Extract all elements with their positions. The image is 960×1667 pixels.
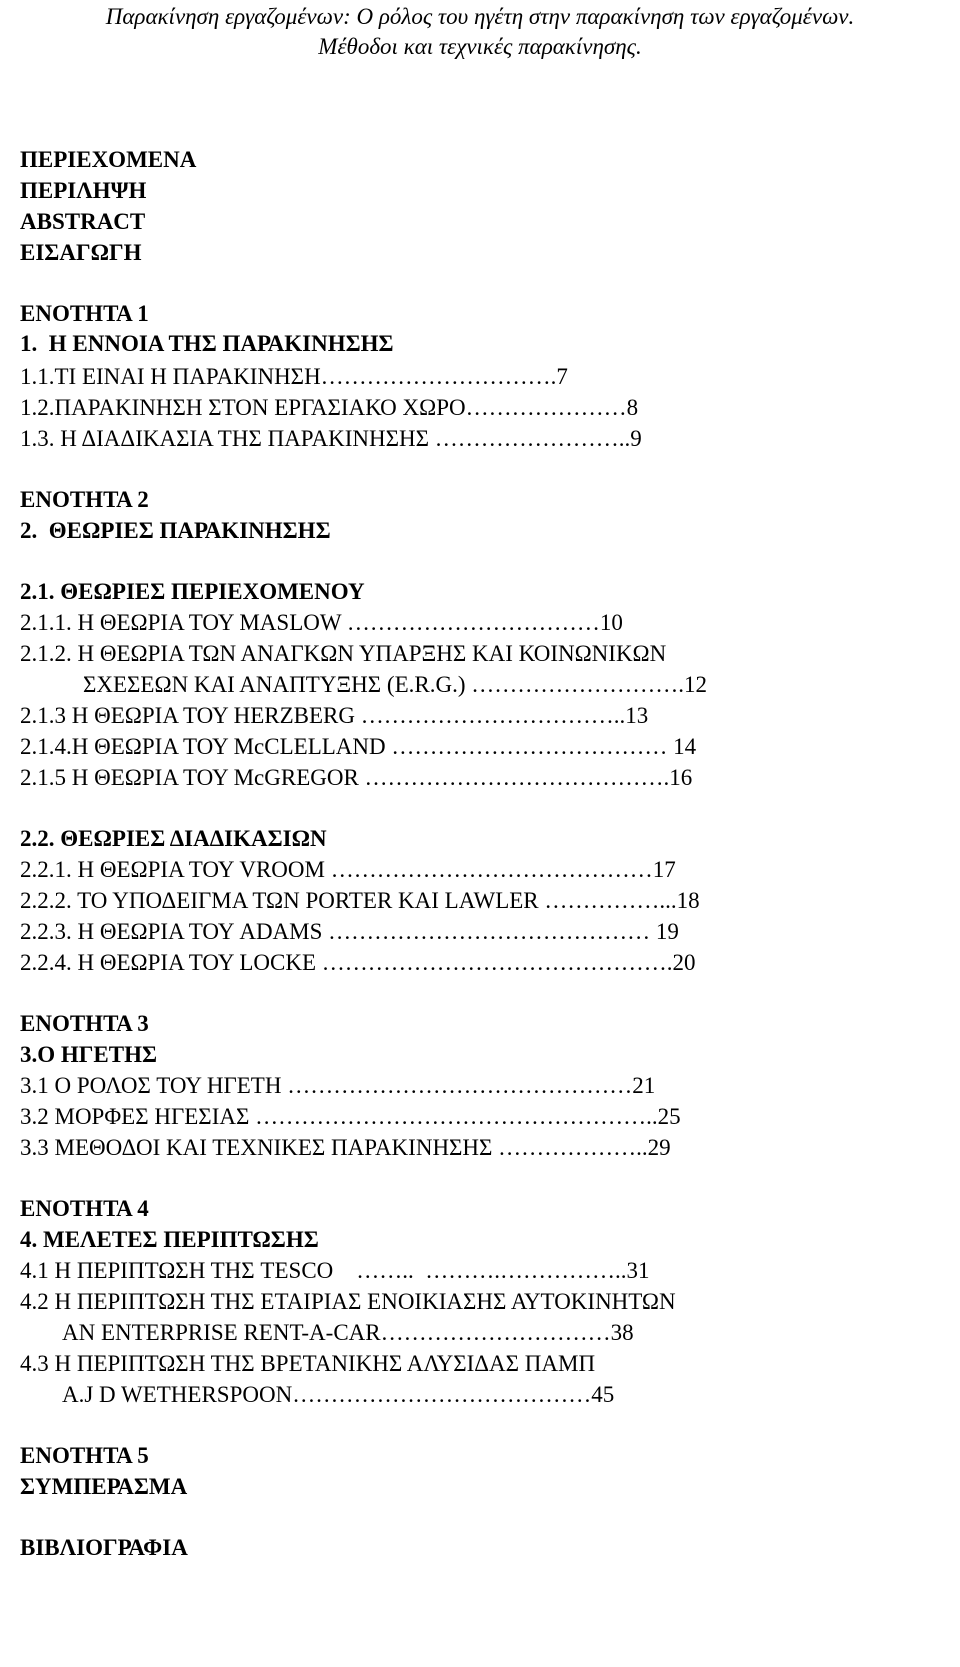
toc-entry: 3.1 Ο ΡΟΛΟΣ ΤΟΥ ΗΓΕΤΗ ………………………………………21 [20, 1073, 656, 1098]
section-heading-1: ΕΝΟΤΗΤΑ 1 [20, 301, 149, 326]
toc-entry-continuation: ΣΧΕΣΕΩΝ ΚΑΙ ΑΝΑΠΤΥΞΗΣ (E.R.G.) ……………………….12 [83, 672, 707, 697]
header-title-line: Παρακίνηση εργαζομένων: Ο ρόλος του ηγέτη στην παρακίνηση των εργαζομένων. [105, 4, 855, 29]
toc-entry: 1.3. Η ΔΙΑΔΙΚΑΣΙΑ ΤΗΣ ΠΑΡΑΚΙΝΗΣΗΣ ……………………..9 [20, 426, 642, 451]
toc-entry: 1.2.ΠΑΡΑΚΙΝΗΣΗ ΣΤΟΝ ΕΡΓΑΣΙΑΚΟ ΧΩΡΟ…………………8 [20, 395, 639, 420]
section-heading-4: ΕΝΟΤΗΤΑ 4 [20, 1196, 149, 1221]
toc-entry-continuation: A.J D WETHERSPOON…………………………………45 [62, 1382, 615, 1407]
toc-entry-introduction: ΕΙΣΑΓΩΓΗ [20, 240, 142, 265]
document-header [0, 2, 960, 62]
toc-title: ΠΕΡΙΕΧΟΜΕΝΑ [20, 147, 197, 172]
chapter-heading-1: 1. Η ΕΝΝΟΙΑ ΤΗΣ ΠΑΡΑΚΙΝΗΣΗΣ [20, 331, 394, 356]
chapter-heading-5: ΣΥΜΠΕΡΑΣΜΑ [20, 1474, 188, 1499]
toc-entry-summary: ΠΕΡΙΛΗΨΗ [20, 178, 147, 203]
toc-entry: 4.1 Η ΠΕΡΙΠΤΩΣΗ ΤΗΣ TESCO …….. ……….……………..31 [20, 1258, 650, 1283]
toc-entry: 2.1.1. Η ΘΕΩΡΙΑ ΤΟΥ MASLOW ……………………………10 [20, 610, 623, 635]
toc-entry: 2.1.5 Η ΘΕΩΡΙΑ ΤΟΥ McGREGOR ………………………………….16 [20, 765, 693, 790]
toc-entry: 2.1.4.Η ΘΕΩΡΙΑ ΤΟΥ McCLELLAND ……………………………… 14 [20, 734, 697, 759]
toc-entry: 4.2 Η ΠΕΡΙΠΤΩΣΗ ΤΗΣ ΕΤΑΙΡΙΑΣ ΕΝΟΙΚΙΑΣΗΣ ΑΥΤΟΚΙΝΗΤΩΝ [20, 1289, 676, 1314]
toc-entry: 2.1.2. Η ΘΕΩΡΙΑ ΤΩΝ ΑΝΑΓΚΩΝ ΥΠΑΡΞΗΣ ΚΑΙ ΚΟΙΝΩΝΙΚΩΝ [20, 641, 667, 666]
section-heading-2: ΕΝΟΤΗΤΑ 2 [20, 487, 149, 512]
chapter-heading-3: 3.Ο ΗΓΕΤΗΣ [20, 1042, 158, 1067]
subchapter-heading: 2.1. ΘΕΩΡΙΕΣ ΠΕΡΙΕΧΟΜΕΝΟΥ [20, 579, 365, 604]
toc-entry-continuation: AN ENTERPRISE RENT-A-CAR…………………………38 [62, 1320, 634, 1345]
section-heading-3: ΕΝΟΤΗΤΑ 3 [20, 1011, 149, 1036]
toc-entry: 2.2.2. ΤΟ ΥΠΟΔΕΙΓΜΑ ΤΩΝ PORTER ΚΑΙ LAWLER ……………...18 [20, 888, 700, 913]
subchapter-heading: 2.2. ΘΕΩΡΙΕΣ ΔΙΑΔΙΚΑΣΙΩΝ [20, 826, 327, 851]
bibliography-heading: ΒΙΒΛΙΟΓΡΑΦΙΑ [20, 1535, 188, 1560]
toc-entry: 2.1.3 Η ΘΕΩΡΙΑ ΤΟΥ HERZBERG ……………………………..13 [20, 703, 649, 728]
toc-entry: 4.3 Η ΠΕΡΙΠΤΩΣΗ ΤΗΣ ΒΡΕΤΑΝΙΚΗΣ ΑΛΥΣΙΔΑΣ ΠΑΜΠ [20, 1351, 596, 1376]
chapter-heading-2: 2. ΘΕΩΡΙΕΣ ΠΑΡΑΚΙΝΗΣΗΣ [20, 518, 331, 543]
header-subtitle-line: Μέθοδοι και τεχνικές παρακίνησης. [318, 34, 642, 59]
section-heading-5: ΕΝΟΤΗΤΑ 5 [20, 1443, 149, 1468]
toc-entry: 1.1.ΤΙ ΕΙΝΑΙ Η ΠΑΡΑΚΙΝΗΣΗ………………………….7 [20, 364, 568, 389]
chapter-heading-4: 4. ΜΕΛΕΤΕΣ ΠΕΡΙΠΤΩΣΗΣ [20, 1227, 319, 1252]
toc-entry: 2.2.1. Η ΘΕΩΡΙΑ ΤΟΥ VROOM ……………………………………17 [20, 857, 676, 882]
toc-entry: 2.2.3. Η ΘΕΩΡΙΑ ΤΟΥ ADAMS …………………………………… 19 [20, 919, 679, 944]
toc-entry-abstract: ABSTRACT [20, 209, 146, 234]
toc-entry: 3.3 ΜΕΘΟΔΟΙ ΚΑΙ ΤΕΧΝΙΚΕΣ ΠΑΡΑΚΙΝΗΣΗΣ ………………..29 [20, 1135, 671, 1160]
toc-entry: 2.2.4. Η ΘΕΩΡΙΑ ΤΟΥ LOCKE ……………………………………….20 [20, 950, 696, 975]
toc-entry: 3.2 ΜΟΡΦΕΣ ΗΓΕΣΙΑΣ ……………………………………………..25 [20, 1104, 681, 1129]
